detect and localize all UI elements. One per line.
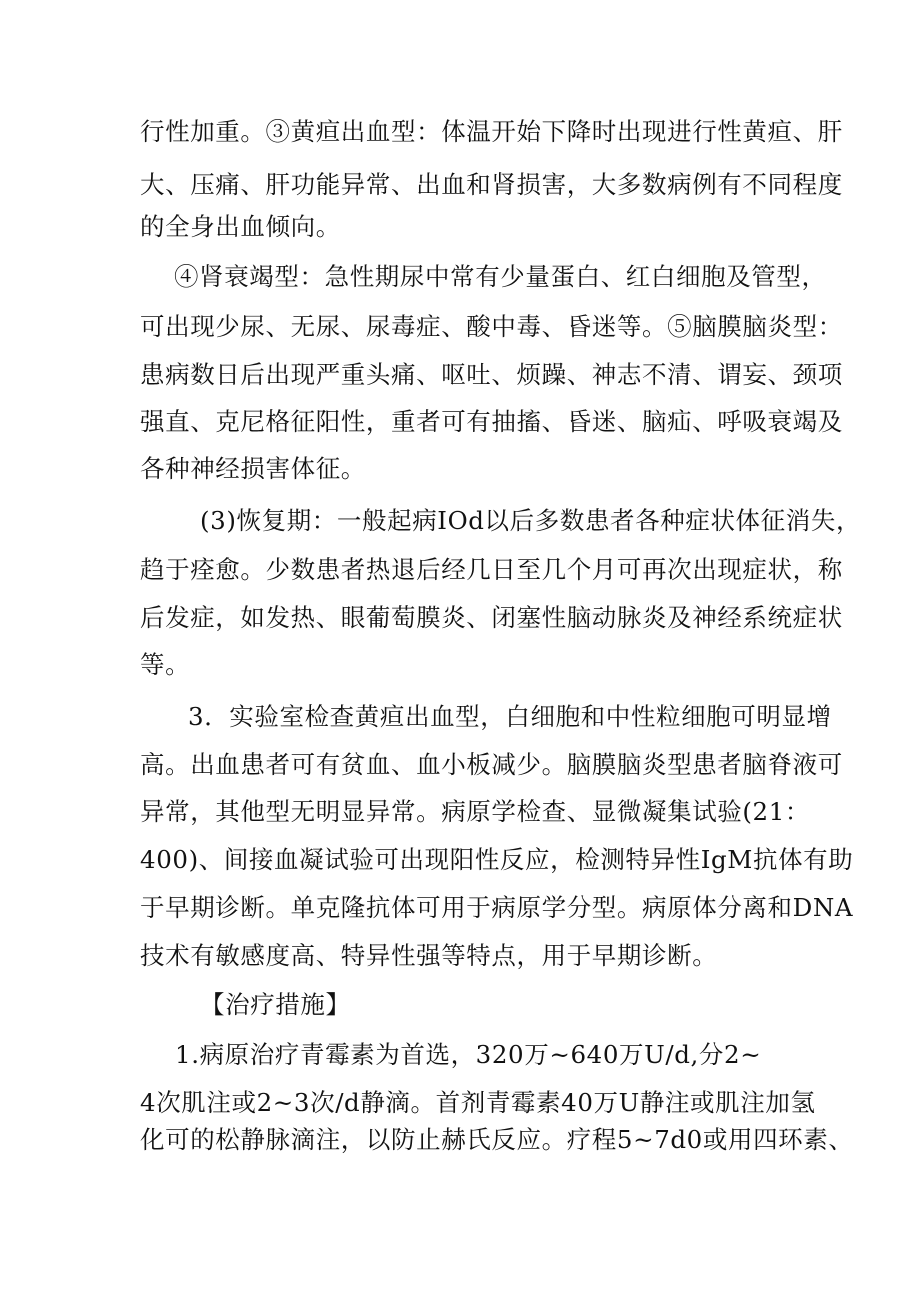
text-line: 的全身出血倾向。 [140, 212, 341, 241]
text-line: 大、压痛、肝功能异常、出血和肾损害，大多数病例有不同程度 [140, 170, 843, 199]
paragraph-start-line: 3．实验室检查黄疸出血型，白细胞和中性粒细胞可明显增 [188, 702, 832, 731]
text-line: 可出现少尿、无尿、尿毒症、酸中毒、昏迷等。⑤脑膜脑炎型： [140, 312, 843, 341]
paragraph-start-line: 1.病原治疗青霉素为首选，320万~640万U/d,分2~ [175, 1040, 762, 1069]
paragraph-start-line: ④肾衰竭型：急性期尿中常有少量蛋白、红白细胞及管型， [174, 262, 827, 291]
text-line: 行性加重。③黄疸出血型：体温开始下降时出现进行性黄疸、肝 [140, 117, 843, 146]
text-line: 于早期诊断。单克隆抗体可用于病原学分型。病原体分离和DNA [140, 893, 854, 922]
paragraph-start-line: (3)恢复期：一般起病IOd以后多数患者各种症状体征消失， [200, 506, 862, 535]
text-line: 患病数日后出现严重头痛、呕吐、烦躁、神志不清、谓妄、颈项 [140, 360, 843, 389]
text-line: 技术有敏感度高、特异性强等特点，用于早期诊断。 [140, 941, 718, 970]
text-line: 400)、间接血凝试验可出现阳性反应，检测特异性IgM抗体有助 [140, 845, 854, 874]
text-line: 等。 [140, 650, 191, 679]
section-heading: 【治疗措施】 [200, 990, 351, 1019]
text-line: 后发症，如发热、眼葡萄膜炎、闭塞性脑动脉炎及神经系统症状 [140, 603, 843, 632]
text-line: 异常，其他型无明显异常。病原学检查、显微凝集试验(21： [140, 797, 811, 826]
text-line: 各种神经损害体征。 [140, 454, 366, 483]
text-line: 趋于痊愈。少数患者热退后经几日至几个月可再次出现症状，称 [140, 555, 843, 584]
text-line: 高。出血患者可有贫血、血小板减少。脑膜脑炎型患者脑脊液可 [140, 750, 843, 779]
text-line: 强直、克尼格征阳性，重者可有抽搐、昏迷、脑疝、呼吸衰竭及 [140, 407, 843, 436]
text-line: 化可的松静脉滴注，以防止赫氏反应。疗程5~7d0或用四环素、 [140, 1125, 854, 1154]
text-line: 4次肌注或2~3次/d静滴。首剂青霉素40万U静注或肌注加氢 [140, 1088, 816, 1117]
